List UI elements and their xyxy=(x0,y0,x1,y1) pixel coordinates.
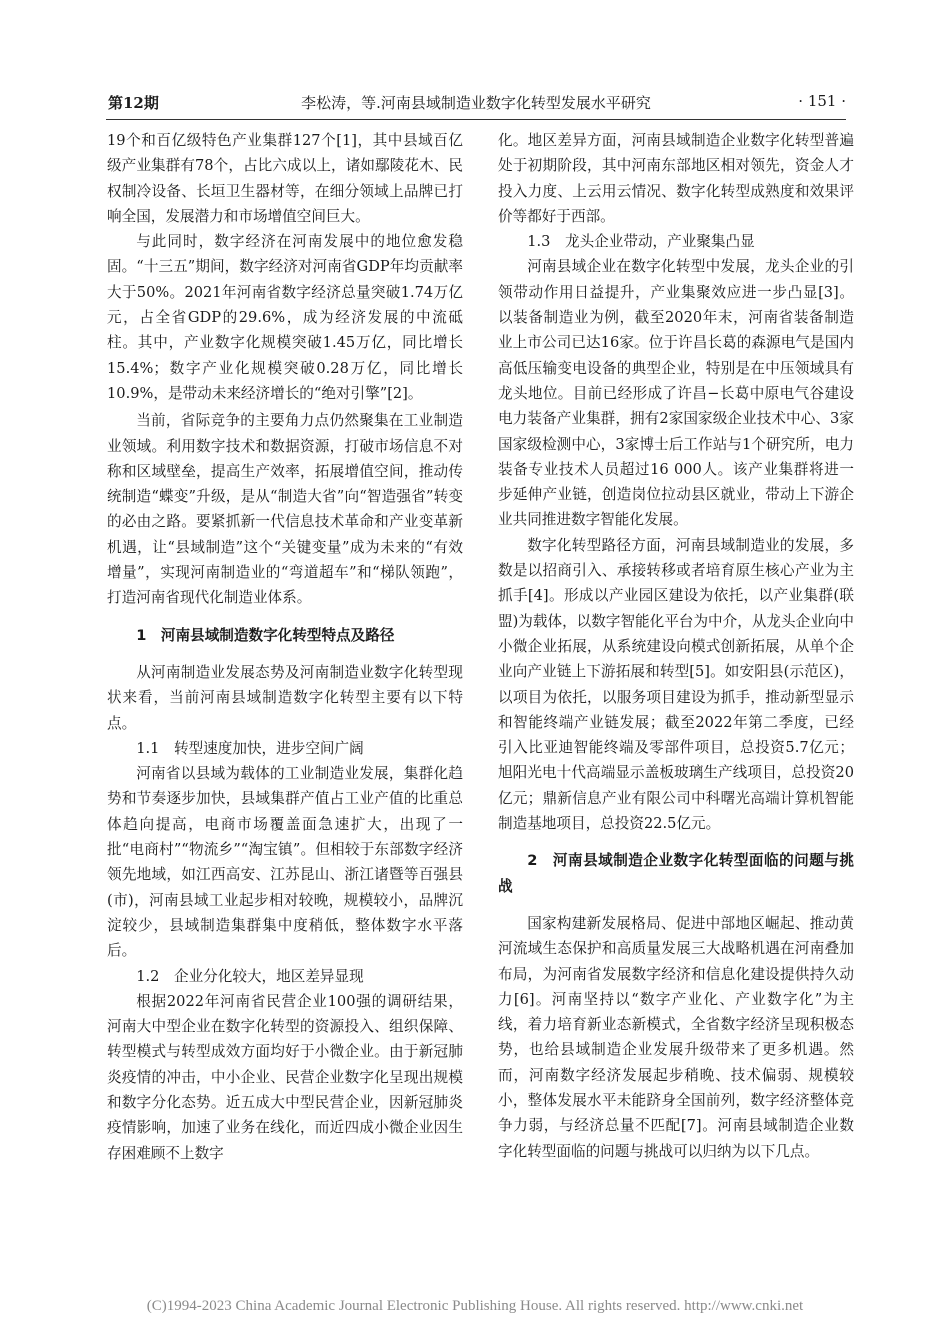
running-title: 李松涛，等.河南县域制造业数字化转型发展水平研究 xyxy=(301,94,651,112)
paragraph: 河南省以县域为载体的工业制造业发展，集群化趋势和节奏逐步加快，县域集群产值占工业产值的比重总体趋向提高，电商市场覆盖面急速扩大，出现了一批“电商村”“物流乡”“淘宝镇”。但相较于东部数字经济领先地域，如江西高安、江苏昆山、浙江诸暨等百强县(市)，河南县域工业起步相对较晚，规模较小，品牌沉淀较少，县域制造集群集中度稍低，整体数字水平落后。 xyxy=(107,765,463,960)
header-rule xyxy=(106,119,846,120)
paragraph: 根据2022年河南省民营企业100强的调研结果，河南大中型企业在数字化转型的资源投入、组织保障、转型模式与转型成效方面均好于小微企业。由于新冠肺炎疫情的冲击，中小企业、民营企业数字化呈现出规模和数字分化态势。近五成大中型民营企业，因新冠肺炎疫情影响，加速了业务在线化，而近四成小微企业因生存困难顾不上数字 xyxy=(107,992,463,1162)
issue-number: 第12期 xyxy=(108,94,159,112)
copyright-footer: (C)1994-2023 China Academic Journal Electronic Publishing House. All rights reserved. http://www.cnki.net xyxy=(146,1298,804,1314)
paragraph: 当前，省际竞争的主要角力点仍然聚集在工业制造业领域。利用数字技术和数据资源，打破市场信息不对称和区域壁垒，提高生产效率，拓展增值空间，推动传统制造“蝶变”升级，是从“制造大省”向“智造强省”转变的必由之路。要紧抓新一代信息技术革命和产业变革新机遇，让“县域制造”这个“关键变量”成为未来的“有效增量”，实现河南制造业的“弯道超车”和“梯队领跑”，打造河南省现代化制造业体系。 xyxy=(107,412,463,607)
paragraph: 19个和百亿级特色产业集群127个[1]，其中县域百亿级产业集群有78个，占比六成以上，诸如鄢陵花木、民权制冷设备、长垣卫生器材等，在细分领域上品牌已打响全国，发展潜力和市场增值空间巨大。 xyxy=(107,132,463,225)
subsection-heading-1-2: 1.2 企业分化较大，地区差异显现 xyxy=(136,967,364,985)
subsection-heading-1-3: 1.3 龙头企业带动，产业聚集凸显 xyxy=(527,233,755,251)
paragraph: 国家构建新发展格局、促进中部地区崛起、推动黄河流域生态保护和高质量发展三大战略机遇在河南叠加布局，为河南省发展数字经济和信息化建设提供持久动力[6]。河南坚持以“数字产业化、产业数字化”为主线，着力培育新业态新模式，全省数字经济呈现积极态势，也给县域制造企业发展升级带来了更多机遇。然而，河南数字经济发展起步稍晚、技术偏弱、规模较小，整体发展水平未能跻身全国前列，数字经济整体竞争力弱，与经济总量不匹配[7]。河南县域制造企业数字化转型面临的问题与挑战可以归纳为以下几点。 xyxy=(498,914,854,1160)
left-column xyxy=(107,128,463,1166)
paragraph: 河南县域企业在数字化转型中发展，龙头企业的引领带动作用日益提升，产业集聚效应进一步凸显[3]。以装备制造业为例，截至2020年末，河南省装备制造业上市公司已达16家。位于许昌长葛的森源电气是国内高低压输变电设备的典型企业，特别是在中压领域具有龙头地位。目前已经形成了许昌−长葛中原电气谷建设电力装备产业集群，拥有2家国家级企业技术中心、3家国家级检测中心，3家博士后工作站与1个研究所，电力装备专业技术人员超过16 000人。该产业集群将进一步延伸产业链，创造岗位拉动县区就业，带动上下游企业共同推进数字智能化发展。 xyxy=(498,258,854,529)
running-header xyxy=(106,92,846,116)
paragraph: 数字化转型路径方面，河南县域制造业的发展，多数是以招商引入、承接转移或者培育原生核心产业为主抓手[4]。形成以产业园区建设为依托，以产业集群(联盟)为载体，以数字智能化平台为中介，从龙头企业向中小微企业拓展，从系统建设向模式创新拓展，从单个企业向产业链上下游拓展和转型[5]。如安阳县(示范区)，以项目为依托，以服务项目建设为抓手，推动新型显示和智能终端产业链发展；截至2022年第二季度，已经引入比亚迪智能终端及零部件项目，总投资5.7亿元；旭阳光电十代高端显示盖板玻璃生产线项目，总投资20亿元；鼎新信息产业有限公司中科曙光高端计算机智能制造基地项目，总投资22.5亿元。 xyxy=(498,536,854,833)
section-heading-2: 2 河南县域制造企业数字化转型面临的问题与挑战 xyxy=(498,852,854,895)
subsection-heading-1-1: 1.1 转型速度加快，进步空间广阔 xyxy=(136,739,364,757)
paragraph: 从河南制造业发展态势及河南制造业数字化转型现状来看，当前河南县域制造数字化转型主要有以下特点。 xyxy=(107,663,463,732)
paragraph: 化。地区差异方面，河南县域制造企业数字化转型普遍处于初期阶段，其中河南东部地区相对领先，资金人才投入力度、上云用云情况、数字化转型成熟度和效果评价等都好于西部。 xyxy=(498,132,854,225)
section-heading-1: 1 河南县域制造数字化转型特点及路径 xyxy=(136,626,395,644)
paragraph: 与此同时，数字经济在河南发展中的地位愈发稳固。“十三五”期间，数字经济对河南省GDP年均贡献率大于50%。2021年河南省数字经济总量突破1.74万亿元，占全省GDP的29.6%，成为经济发展的中流砥柱。其中，产业数字化规模突破1.45万亿，同比增长15.4%；数字产业化规模突破0.28万亿，同比增长10.9%，是带动未来经济增长的“绝对引擎”[2]。 xyxy=(107,233,463,402)
right-column xyxy=(498,128,854,1164)
page-number: · 151 · xyxy=(798,92,846,110)
